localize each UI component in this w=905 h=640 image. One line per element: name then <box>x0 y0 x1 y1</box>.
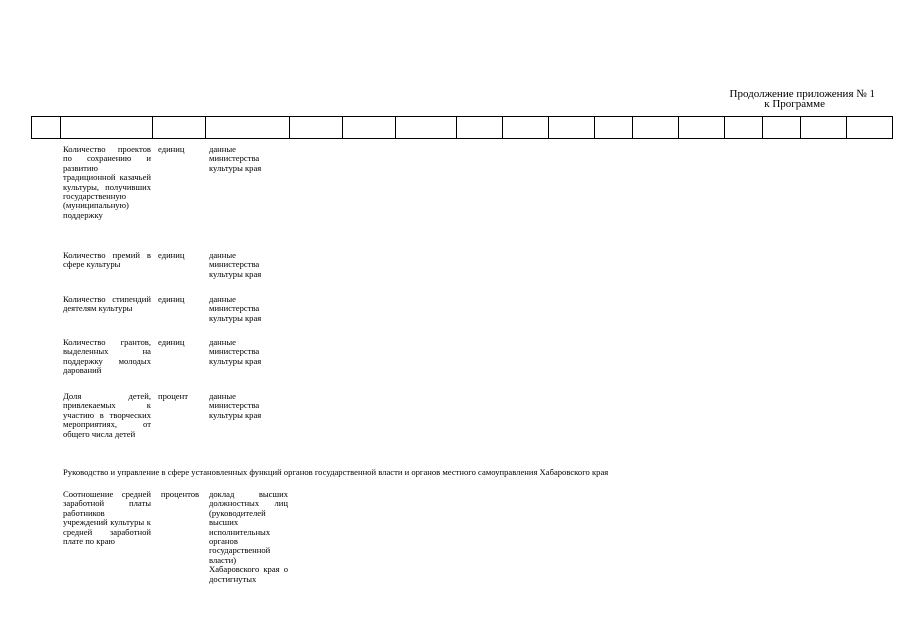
appendix-header <box>640 89 875 109</box>
indicator-unit: процент <box>158 391 188 401</box>
column-cell <box>763 117 801 139</box>
indicator-unit: единиц <box>158 144 185 154</box>
indicator-name: Количество грантов, выделенных на поддержку молодых дарований <box>63 337 151 376</box>
column-cell <box>503 117 549 139</box>
column-cell <box>725 117 763 139</box>
indicator-source: данные министерства культуры края <box>209 294 262 323</box>
indicator-name: Соотношение средней заработной платы работников учреждений культуры к средней заработной плате по краю <box>63 489 151 547</box>
column-cell <box>595 117 633 139</box>
indicator-unit: процентов <box>160 489 200 499</box>
column-cell <box>396 117 457 139</box>
column-cell <box>32 117 61 139</box>
column-cell <box>679 117 725 139</box>
column-cell <box>633 117 679 139</box>
column-number-row <box>31 116 893 139</box>
column-cell <box>343 117 396 139</box>
appendix-continuation-label: Продолжение приложения № 1 <box>729 88 875 100</box>
column-cell <box>801 117 847 139</box>
indicator-source: доклад высших должностных лиц (руководителей высших исполнительных органов государственной власти) Хабаровского края о достигнутых <box>209 489 288 584</box>
column-cell <box>290 117 343 139</box>
indicator-unit: единиц <box>158 337 185 347</box>
program-reference-label: к Программе <box>764 98 825 110</box>
column-cell <box>206 117 290 139</box>
indicator-name: Доля детей, привлекаемых к участию в творческих мероприятиях, от общего числа детей <box>63 391 151 439</box>
column-cell <box>61 117 153 139</box>
indicator-unit: единиц <box>158 250 185 260</box>
indicator-name: Количество стипендий деятелям культуры <box>63 294 151 314</box>
indicator-name: Количество проектов по сохранению и развитию традиционной казачьей культуры, получивших государственную (муниципальную) поддержку <box>63 144 151 220</box>
indicator-source: данные министерства культуры края <box>209 337 262 366</box>
column-cell <box>153 117 206 139</box>
section-heading: Руководство и управление в сфере установленных функций органов государственной власти и органов местного самоуправления Хабаровского края <box>63 467 609 477</box>
column-cell <box>847 117 893 139</box>
indicator-name: Количество премий в сфере культуры <box>63 250 151 270</box>
column-cell <box>457 117 503 139</box>
indicator-source: данные министерства культуры края <box>209 250 262 279</box>
indicator-unit: единиц <box>158 294 185 304</box>
column-cell <box>549 117 595 139</box>
indicator-source: данные министерства культуры края <box>209 144 262 173</box>
indicator-source: данные министерства культуры края <box>209 391 262 420</box>
